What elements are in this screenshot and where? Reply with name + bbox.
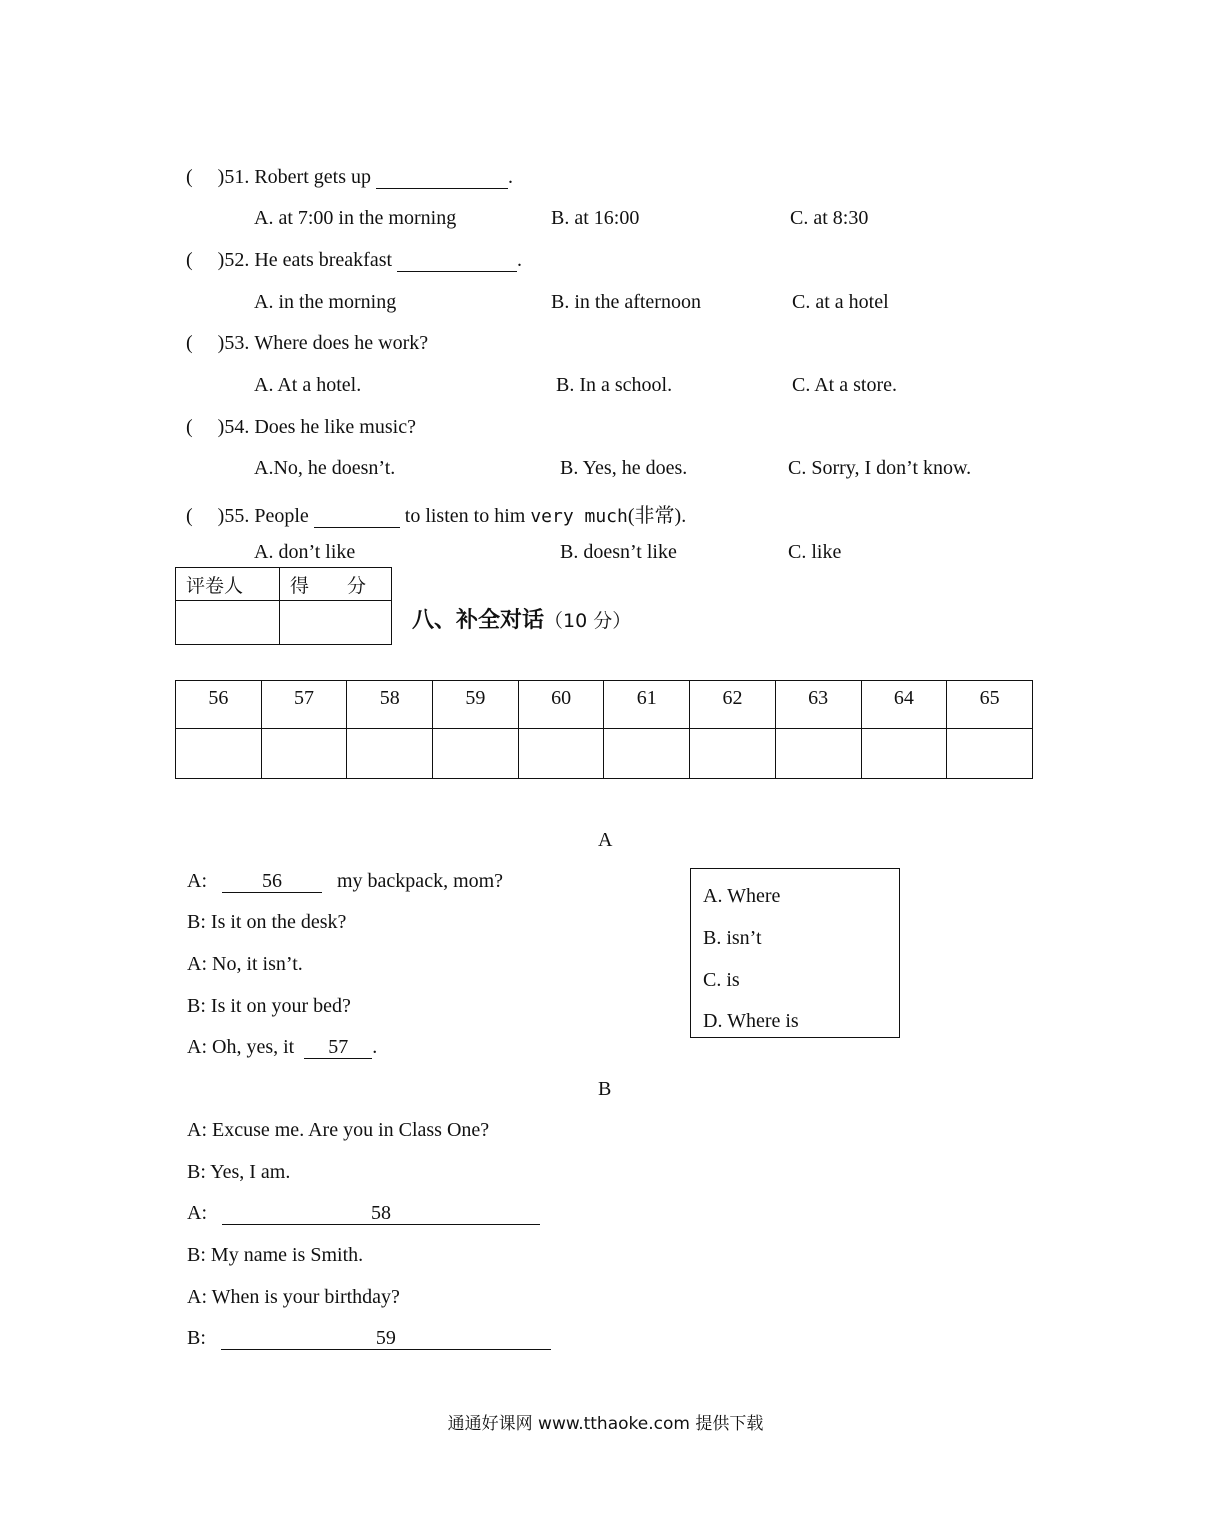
- fill-blank[interactable]: [314, 506, 400, 528]
- option-a: A. in the morning: [254, 291, 397, 313]
- grid-number: 63: [775, 681, 861, 729]
- question-stem: Does he like music?: [254, 416, 416, 438]
- speaker: A:: [187, 1202, 207, 1224]
- grid-number: 57: [261, 681, 347, 729]
- score-box: [175, 567, 392, 645]
- question-number: 52: [224, 249, 245, 271]
- grader-cell[interactable]: [176, 601, 280, 645]
- grid-answer-cell[interactable]: [604, 729, 690, 779]
- grader-label: 评卷人: [176, 568, 280, 601]
- answer-paren[interactable]: ( ): [186, 416, 225, 438]
- fill-blank[interactable]: 58: [222, 1203, 540, 1225]
- option-b: B. doesn’t like: [560, 541, 677, 563]
- word-option: B. isn’t: [703, 927, 762, 949]
- word-option: C. is: [703, 969, 740, 991]
- grid-answer-cell[interactable]: [861, 729, 947, 779]
- fill-blank[interactable]: 57: [304, 1037, 372, 1059]
- answer-grid: [175, 680, 1033, 779]
- question-52: ( )52. He eats breakfast .: [186, 249, 523, 271]
- question-stem: Where does he work?: [254, 332, 429, 354]
- dialogue-line: A: Excuse me. Are you in Class One?: [187, 1119, 490, 1141]
- dialogue-b-heading: B: [598, 1078, 612, 1100]
- grid-number: 65: [947, 681, 1033, 729]
- section-points: （10 分）: [544, 610, 632, 632]
- option-a: A.No, he doesn’t.: [254, 457, 396, 479]
- question-stem: He eats breakfast: [254, 249, 393, 271]
- dialogue-line: [187, 1202, 540, 1225]
- question-54: ( )54. Does he like music?: [186, 416, 416, 438]
- grid-answer-cell[interactable]: [775, 729, 861, 779]
- speaker: A:: [187, 870, 207, 892]
- grid-number: 62: [690, 681, 776, 729]
- footer-text: 通通好课网 www.tthaoke.com 提供下载: [447, 1414, 764, 1434]
- option-b: B. In a school.: [556, 374, 673, 396]
- fill-blank[interactable]: 59: [221, 1328, 551, 1350]
- grid-answer-cell[interactable]: [176, 729, 262, 779]
- option-b: B. in the afternoon: [551, 291, 701, 313]
- dialogue-line: B: Is it on your bed?: [187, 995, 351, 1017]
- word-option: D. Where is: [703, 1010, 799, 1032]
- grid-number: 61: [604, 681, 690, 729]
- option-b: B. Yes, he does.: [560, 457, 688, 479]
- option-c: C. like: [788, 541, 842, 563]
- speaker: A:: [187, 1286, 207, 1308]
- question-number: 55: [224, 505, 245, 527]
- score-label: 得 分: [280, 568, 392, 601]
- option-c: C. at 8:30: [790, 207, 869, 229]
- word-option: A. Where: [703, 885, 781, 907]
- dialogue-line: A: When is your birthday?: [187, 1286, 400, 1308]
- question-stem: Robert gets up: [254, 166, 371, 188]
- grid-answer-cell[interactable]: [433, 729, 519, 779]
- option-a: A. At a hotel.: [254, 374, 362, 396]
- grid-number: 64: [861, 681, 947, 729]
- fill-blank[interactable]: 56: [222, 871, 322, 893]
- grid-number: 59: [433, 681, 519, 729]
- dialogue-line: B: My name is Smith.: [187, 1244, 364, 1266]
- score-cell[interactable]: [280, 601, 392, 645]
- option-c: C. Sorry, I don’t know.: [788, 457, 972, 479]
- grid-number: 58: [347, 681, 433, 729]
- dialogue-line: A: Oh, yes, it 57 .: [187, 1036, 378, 1058]
- question-number: 51: [224, 166, 245, 188]
- question-number: 53: [224, 332, 245, 354]
- dialogue-line: A: 56 my backpack, mom?: [187, 870, 504, 892]
- speaker: A:: [187, 953, 207, 975]
- dialogue-line: A: No, it isn’t.: [187, 953, 303, 975]
- section-title: 八、补全对话（10 分）: [412, 608, 632, 633]
- grid-answer-cell[interactable]: [347, 729, 433, 779]
- option-a: A. at 7:00 in the morning: [254, 207, 457, 229]
- dialogue-a-heading: A: [598, 829, 613, 851]
- dialogue-line: B: Is it on the desk?: [187, 911, 347, 933]
- dialogue-line: B: Yes, I am.: [187, 1161, 291, 1183]
- grid-answer-cell[interactable]: [947, 729, 1033, 779]
- grid-answer-cell[interactable]: [261, 729, 347, 779]
- answer-paren[interactable]: ( ): [186, 505, 225, 527]
- option-c: C. At a store.: [792, 374, 897, 396]
- answer-paren[interactable]: ( ): [186, 332, 225, 354]
- speaker: B:: [187, 995, 206, 1017]
- question-51: ( )51. Robert gets up .: [186, 166, 513, 188]
- answer-paren[interactable]: ( ): [186, 249, 225, 271]
- speaker: B:: [187, 1244, 206, 1266]
- fill-blank[interactable]: [397, 250, 517, 272]
- question-number: 54: [224, 416, 245, 438]
- question-53: ( )53. Where does he work?: [186, 332, 429, 354]
- grid-answer-cell[interactable]: [690, 729, 776, 779]
- speaker: A:: [187, 1119, 207, 1141]
- question-stem: People: [254, 505, 309, 527]
- grid-number: 60: [518, 681, 604, 729]
- answer-paren[interactable]: ( ): [186, 166, 225, 188]
- speaker: B:: [187, 1161, 206, 1183]
- dialogue-line: [187, 1327, 551, 1350]
- option-b: B. at 16:00: [551, 207, 640, 229]
- question-55: ( )55. People to listen to him very much(非常).: [186, 505, 687, 527]
- speaker: B:: [187, 1327, 206, 1349]
- option-a: A. don’t like: [254, 541, 356, 563]
- speaker: B:: [187, 911, 206, 933]
- grid-answer-cell[interactable]: [518, 729, 604, 779]
- grid-number: 56: [176, 681, 262, 729]
- speaker: A:: [187, 1036, 207, 1058]
- fill-blank[interactable]: [376, 167, 508, 189]
- word-bank-box: [690, 868, 900, 1038]
- option-c: C. at a hotel: [792, 291, 889, 313]
